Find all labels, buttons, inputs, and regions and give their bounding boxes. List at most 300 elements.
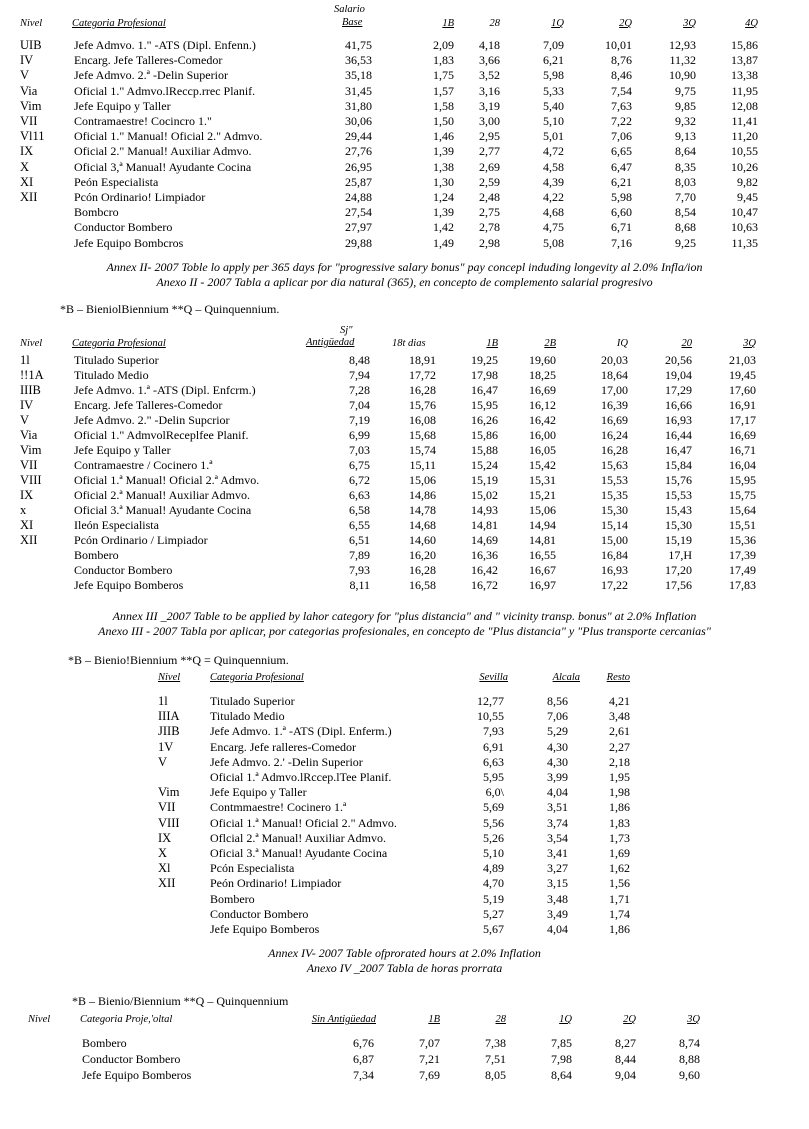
level-cell: JIIB [158,724,180,739]
value-cell: 8,76 [611,53,632,68]
value-cell: 7,70 [675,190,696,204]
value-cell: 1,49 [433,235,454,250]
category-cell: Jefe Equipo Bomberos [74,578,184,592]
value-cell: 5,98 [611,190,632,204]
value-cell: 17,72 [409,368,436,382]
value-cell: 5,98 [543,68,564,83]
value-cell: 6,91 [483,739,504,754]
level-cell: Vim [158,785,180,800]
value-cell: 3,52 [479,68,500,83]
value-cell: 1,69 [609,846,630,860]
table-row [0,443,809,459]
value-cell: 15,24 [471,458,498,472]
table-row [0,220,809,236]
category-cell: Oficial 1.ª Manual! Oficial 2.ª Admvo. [74,473,260,487]
value-cell: 1,39 [433,144,454,159]
category-cell: Oficial 3,ª Manual! Ayudante Cocina [74,159,252,174]
value-cell: 31,45 [345,83,372,98]
value-cell: 5,95 [483,770,504,784]
value-cell: 17,56 [665,578,692,592]
caption-english: Annex IV- 2007 Table ofprorated hours at 2.0% Inflation [268,946,541,960]
value-cell: 2,75 [479,205,500,220]
value-cell: 4,39 [543,174,564,189]
value-cell: 7,93 [483,724,504,739]
value-cell: 19,60 [529,353,556,367]
value-cell: 3,49 [547,906,568,921]
value-cell: 15,84 [665,458,692,472]
value-cell: 7,04 [349,398,370,412]
value-cell: 3,27 [547,861,568,876]
value-cell: 1,62 [609,861,630,876]
table-row [0,503,809,519]
value-cell: 10,55 [477,709,504,724]
value-cell: 19,45 [729,368,756,382]
value-cell: 14,81 [529,533,556,547]
level-cell: VII [20,458,38,472]
category-cell: Peón Ordinario! Limpiador [210,876,342,891]
level-cell: XII [20,190,38,204]
header-2b: 2B [544,338,556,349]
value-cell: 11,41 [731,114,758,128]
value-cell: 1,86 [609,800,630,815]
value-cell: 15,30 [665,518,692,532]
value-cell: 1,83 [609,815,630,830]
value-cell: 1,74 [609,906,630,921]
value-cell: 7,16 [611,235,632,250]
value-cell: 41,75 [345,38,372,52]
value-cell: 8,56 [547,694,568,708]
value-cell: 27,76 [345,144,372,159]
value-cell: 15,02 [471,488,498,502]
value-cell: 16,97 [529,578,556,592]
value-cell: 15,06 [409,473,436,487]
category-cell: Jefe Admvo. 1." -ATS (Dipl. Enfenn.) [74,38,256,52]
table-row [0,488,809,504]
category-cell: Titulado Medio [210,709,285,724]
value-cell: 26,95 [345,159,372,174]
value-cell: 16,47 [665,443,692,457]
table-row [0,205,809,221]
category-cell: Jefe Admvo. 2.ª -Delin Superior [74,68,228,83]
value-cell: 16,36 [471,548,498,562]
value-cell: 16,24 [601,428,628,442]
category-cell: Encarg. Jefe ralleres-Comedor [210,739,357,754]
table-row [0,922,809,938]
table-row [0,518,809,534]
value-cell: 14,93 [471,503,498,517]
value-cell: 7,09 [543,38,564,52]
header-3q: 3Q [743,338,756,349]
table-header [0,672,809,688]
header-2b: 28 [495,1014,506,1025]
table-row [0,458,809,474]
value-cell: 15,76 [409,398,436,412]
value-cell: 17,49 [729,563,756,577]
value-cell: 16,28 [409,563,436,577]
value-cell: 16,72 [471,578,498,592]
value-cell: 7,98 [551,1052,572,1066]
value-cell: 6,71 [611,220,632,235]
value-cell: 4,68 [543,205,564,220]
table-row [0,368,809,384]
value-cell: 7,03 [349,443,370,457]
value-cell: 4,72 [543,144,564,159]
header-sin-antiguedad: Sin Antigüedad [311,1014,376,1025]
value-cell: 20,03 [601,353,628,367]
value-cell: 29,44 [345,129,372,144]
category-cell: Jefe Equipo Bomberos [210,922,320,936]
value-cell: 17,39 [729,548,756,562]
value-cell: 19,25 [471,353,498,367]
table-row [0,38,809,54]
value-cell: 5,01 [543,129,564,144]
table-row [0,740,809,756]
value-cell: 16,08 [409,413,436,427]
value-cell: 8,68 [675,220,696,235]
value-cell: 1,24 [433,190,454,204]
value-cell: 24,88 [345,190,372,204]
value-cell: 8,27 [615,1036,636,1050]
value-cell: 17,98 [471,368,498,382]
header-antiguedad: Antigüedad [306,337,355,348]
value-cell: 2,09 [433,38,454,52]
level-cell: Via [20,428,38,442]
value-cell: 2,18 [609,754,630,769]
value-cell: 8,48 [349,353,370,367]
value-cell: 27,54 [345,205,372,220]
value-cell: 17,20 [665,563,692,577]
category-cell: Bombcro [74,205,119,220]
value-cell: 6,63 [349,488,370,502]
value-cell: 14,94 [529,518,556,532]
table-header [0,2,809,36]
value-cell: 15,11 [409,458,436,472]
level-cell: V [20,68,30,83]
value-cell: 16,55 [529,548,556,562]
value-cell: 14,69 [471,533,498,547]
table-row [0,876,809,892]
header-nivel: Nivel [28,1014,51,1025]
level-cell: V [158,754,168,769]
value-cell: 16,84 [601,548,628,562]
level-cell: X [20,159,30,174]
value-cell: 16,67 [529,563,556,577]
level-cell: 1l [20,353,30,367]
header-categoria: Categoria Profesional [72,338,166,349]
value-cell: 15,35 [601,488,628,502]
value-cell: 15,51 [729,518,756,532]
table-row [0,724,809,740]
value-cell: 9,85 [675,98,696,113]
value-cell: 17,H [668,548,692,562]
category-cell: Titulado Medio [74,368,149,382]
value-cell: 3,00 [479,114,500,128]
header-nivel: Nivel [158,672,181,683]
value-cell: 6,99 [349,428,370,442]
category-cell: Pcón Ordinario / Limpiador [74,533,208,547]
table-row [0,53,809,69]
level-cell: Vim [20,98,42,113]
value-cell: 1,71 [609,891,630,906]
value-cell: 15,00 [601,533,628,547]
caption-spanish: Anexo IV _2007 Tabla de horas prorrata [306,961,503,975]
table-row [0,907,809,923]
table-row [0,785,809,801]
value-cell: 1,98 [609,785,630,800]
value-cell: 3,48 [547,891,568,906]
value-cell: 9,75 [675,83,696,98]
level-cell: VIII [158,815,180,830]
value-cell: 15,19 [665,533,692,547]
value-cell: 1,58 [433,98,454,113]
level-cell: VIII [20,473,42,487]
level-cell: IV [20,53,34,68]
table-row [0,755,809,771]
value-cell: 16,69 [601,413,628,427]
header-1q: 1Q [551,18,564,29]
value-cell: 10,63 [731,220,758,235]
category-cell: Jefe Equipo y Taller [210,785,307,800]
table-row [0,129,809,145]
value-cell: 2,69 [479,159,500,174]
value-cell: 2,77 [479,144,500,159]
value-cell: 8,88 [679,1052,700,1066]
level-cell: VII [158,800,176,815]
value-cell: 7,22 [611,114,632,128]
value-cell: 16,05 [529,443,556,457]
value-cell: 5,56 [483,815,504,830]
table-row [0,175,809,191]
value-cell: 5,27 [483,906,504,921]
value-cell: 1,39 [433,205,454,220]
table-header [0,1014,809,1030]
level-cell: UIB [20,38,42,52]
value-cell: 5,19 [483,891,504,906]
value-cell: 7,06 [547,709,568,724]
caption-english: Annex II- 2007 Toble lo apply per 365 days for "progressive salary bonus" pay concepl induding longevity al 2.0% Infla/ion [106,260,703,274]
value-cell: 6,65 [611,144,632,159]
value-cell: 2,48 [479,190,500,204]
value-cell: 8,05 [485,1068,506,1082]
value-cell: 2,95 [479,129,500,144]
value-cell: 14,81 [471,518,498,532]
category-cell: Pcón Ordinario! Limpiador [74,190,206,204]
value-cell: 17,29 [665,383,692,397]
table-row [0,800,809,816]
table-row [0,770,809,786]
value-cell: 5,10 [543,114,564,128]
value-cell: 4,75 [543,220,564,235]
table-row [0,533,809,549]
value-cell: 16,71 [729,443,756,457]
header-3q: 3Q [687,1014,700,1025]
value-cell: 3,51 [547,800,568,815]
value-cell: 15,95 [729,473,756,487]
value-cell: 4,89 [483,861,504,876]
header-2q: 2Q [623,1014,636,1025]
value-cell: 5,26 [483,830,504,845]
value-cell: 11,35 [731,235,758,250]
value-cell: 4,04 [547,785,568,800]
table-row [0,846,809,862]
category-cell: Jefe Equipo y Taller [74,443,171,457]
value-cell: 16,69 [729,428,756,442]
table-row [0,709,809,725]
category-cell: Encarg. Jefe Talleres-Comedor [74,53,223,68]
value-cell: 18,25 [529,368,556,382]
value-cell: 16,58 [409,578,436,592]
value-cell: 7,85 [551,1036,572,1050]
value-cell: 15,42 [529,458,556,472]
category-cell: Jefe Equipo Bomberos [82,1068,192,1082]
header-4q: 4Q [745,18,758,29]
value-cell: 17,00 [601,383,628,397]
value-cell: 4,70 [483,876,504,891]
value-cell: 4,58 [543,159,564,174]
value-cell: 16,26 [471,413,498,427]
level-cell: XI [20,518,34,532]
table-row [0,473,809,489]
value-cell: 8,35 [675,159,696,174]
header-2b: 28 [489,18,500,29]
category-cell: Conductor Bombero [210,906,309,921]
value-cell: 1,42 [433,220,454,235]
value-cell: 8,03 [675,174,696,189]
value-cell: 25,87 [345,174,372,189]
value-cell: 16,69 [529,383,556,397]
value-cell: 15,53 [665,488,692,502]
level-cell: Xl [158,861,171,876]
category-cell: Encarg. Jefe Talleres-Comedor [74,398,223,412]
category-cell: Jefe Equipo Bombcros [74,235,184,250]
value-cell: 15,75 [729,488,756,502]
value-cell: 9,60 [679,1068,700,1082]
table-row [0,84,809,100]
value-cell: 16,93 [665,413,692,427]
value-cell: 7,34 [353,1068,374,1082]
value-cell: 5,69 [483,800,504,815]
header-base: Base [342,17,363,28]
value-cell: 5,67 [483,922,504,936]
table-row [0,144,809,160]
value-cell: 16,00 [529,428,556,442]
header-3q: 3Q [683,18,696,29]
value-cell: 7,54 [611,83,632,98]
value-cell: 3,74 [547,815,568,830]
value-cell: 8,11 [349,578,370,592]
level-cell: XII [20,533,38,547]
value-cell: 7,94 [349,368,370,382]
level-cell: 1l [158,694,168,708]
level-cell: Via [20,83,38,98]
level-cell: x [20,503,27,517]
value-cell: 30,06 [345,114,372,128]
header-nivel: Nivel [20,18,43,29]
value-cell: 15,68 [409,428,436,442]
header-categoria: Categoria Proje,'oltal [80,1014,173,1025]
value-cell: 7,07 [419,1036,440,1050]
value-cell: 6,21 [543,53,564,68]
header-categoria: Categoria Profesional [72,18,166,29]
value-cell: 16,39 [601,398,628,412]
category-cell: Oficial 1.ª Admvo.lRccep.lTee Planif. [210,770,392,784]
category-cell: Jefe Admvo. 2.' -Delin Superior [210,754,363,769]
value-cell: 1,75 [433,68,454,83]
value-cell: 16,12 [529,398,556,412]
table-row [0,1036,809,1052]
value-cell: 7,21 [419,1052,440,1066]
value-cell: 9,13 [675,129,696,144]
category-cell: Contmmaestre! Cocinero 1.ª [210,800,347,815]
level-cell: IX [20,488,34,502]
category-cell: Conductor Bombero [74,220,173,235]
value-cell: 6,21 [611,174,632,189]
value-cell: 16,44 [665,428,692,442]
value-cell: 15,86 [731,38,758,52]
value-cell: 5,10 [483,846,504,860]
header-1b: 1B [428,1014,440,1025]
table-row [0,861,809,877]
value-cell: 5,40 [543,98,564,113]
table-row [0,1052,809,1068]
value-cell: 16,66 [665,398,692,412]
value-cell: 1,30 [433,174,454,189]
value-cell: 13,87 [731,53,758,68]
category-cell: Oficial 2.ª Manual! Auxiliar Admvo. [74,488,250,502]
value-cell: 9,45 [737,190,758,204]
value-cell: 9,25 [675,235,696,250]
value-cell: 6,51 [349,533,370,547]
header-alcala: Alcala [552,672,580,683]
header-salario: Salario [334,4,365,15]
value-cell: 14,68 [409,518,436,532]
category-cell: Conductor Bombero [74,563,173,577]
annex-iv-table [0,672,809,1008]
category-cell: Contramaestre / Cocinero 1.ª [74,458,213,472]
value-cell: 15,21 [529,488,556,502]
category-cell: Oficial 2." Manual! Auxiliar Admvo. [74,144,252,159]
annex-iii-table [0,325,809,667]
value-cell: 8,44 [615,1052,636,1066]
value-cell: 4,30 [547,754,568,769]
value-cell: 10,90 [669,68,696,83]
table-row [0,398,809,414]
table-row [0,114,809,130]
value-cell: 15,36 [729,533,756,547]
value-cell: 1,86 [609,922,630,936]
value-cell: 4,18 [479,38,500,52]
value-cell: 4,21 [609,694,630,708]
value-cell: 6,72 [349,473,370,487]
category-cell: Jefe Admvo. 1.ª -ATS (Dipl. Enfcrm.) [74,383,256,397]
value-cell: 1,50 [433,114,454,128]
value-cell: 16,47 [471,383,498,397]
value-cell: 15,64 [729,503,756,517]
header-18tdias: 18t dias [392,338,426,349]
value-cell: 16,28 [601,443,628,457]
caption-spanish: Anexo III - 2007 Tabla por aplicar, por categorias profesionales, en concepto de "Plus distancia" y "Plus transporte cercanias" [98,624,711,638]
value-cell: 1,56 [609,876,630,891]
level-cell: X [158,846,168,860]
table-row [0,383,809,399]
category-cell: Bombero [74,548,119,562]
value-cell: 3,54 [547,830,568,845]
footnote: *B – Bienio!Biennium **Q = Quinquennium. [68,653,289,667]
value-cell: 4,30 [547,739,568,754]
table-row [0,548,809,564]
value-cell: 7,38 [485,1036,506,1050]
value-cell: 13,38 [731,68,758,83]
